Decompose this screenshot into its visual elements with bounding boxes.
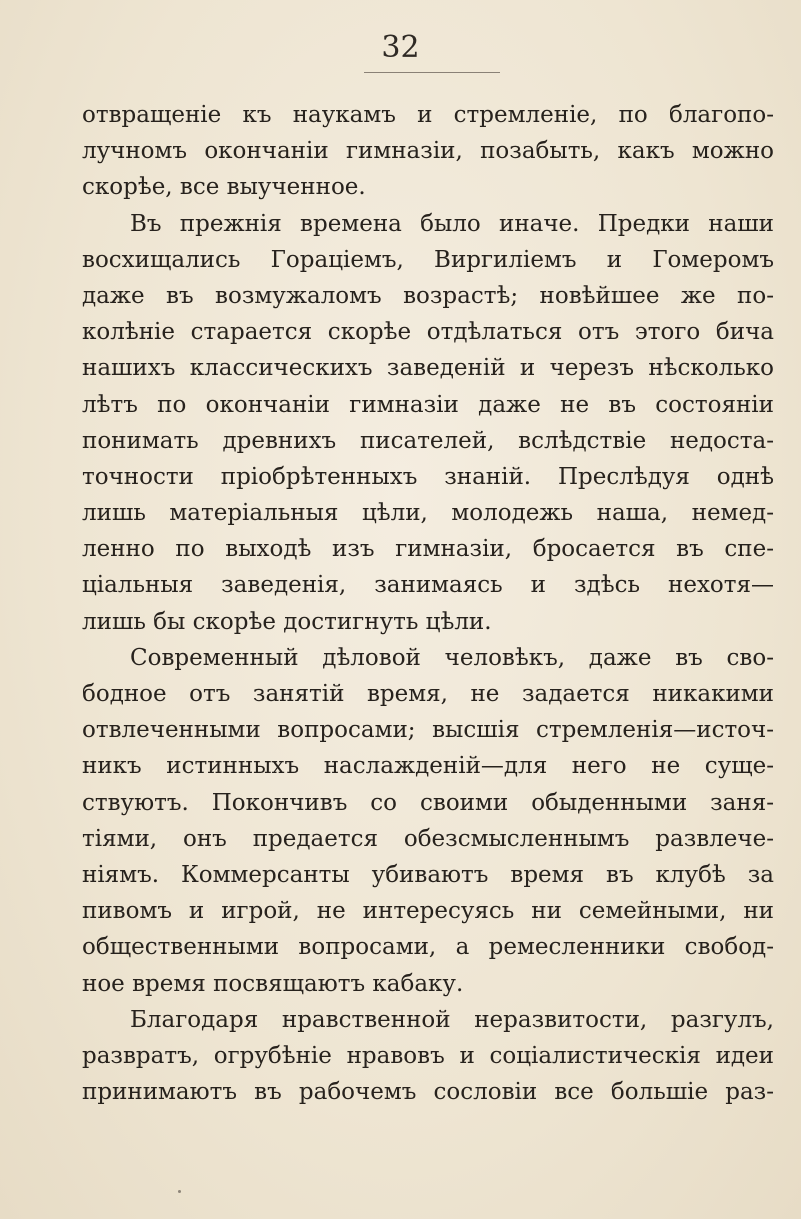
body-text xyxy=(82,97,774,1110)
text-line: лучномъ окончаніи гимназіи, позабыть, какъ можно xyxy=(82,138,774,165)
text-line: отвлеченными вопросами; высшія стремленія—источ- xyxy=(82,717,774,744)
text-line: никъ истинныхъ наслажденій—для него не суще- xyxy=(82,753,774,780)
text-line: колѣніе старается скорѣе отдѣлаться отъ этого бича xyxy=(82,319,774,346)
header-rule xyxy=(364,72,500,73)
text-line: общественными вопросами, а ремесленники свобод- xyxy=(82,934,774,961)
text-line: скорѣе, все выученное. xyxy=(82,174,366,201)
paragraph xyxy=(82,206,774,640)
text-line: даже въ возмужаломъ возрастѣ; новѣйшее же по- xyxy=(82,282,774,309)
text-line: нашихъ классическихъ заведеній и черезъ нѣсколько xyxy=(82,355,774,382)
text-line: бодное отъ занятій время, не задается никакими xyxy=(82,681,774,707)
text-line: Въ прежнія времена было иначе. Предки наши xyxy=(130,210,774,237)
text-line: ное время посвящаютъ кабаку. xyxy=(82,970,464,997)
page-number: 32 xyxy=(381,30,420,65)
text-line: Современный дѣловой человѣкъ, даже въ сво- xyxy=(130,644,774,671)
text-line: ленно по выходѣ изъ гимназіи, бросается въ спе- xyxy=(82,536,774,563)
text-line: лишь матеріальныя цѣли, молодежь наша, немед- xyxy=(82,500,774,527)
text-line: отвращеніе къ наукамъ и стремленіе, по благопо- xyxy=(82,102,774,128)
text-line: Благодаря нравственной неразвитости, разгулъ, xyxy=(130,1006,774,1033)
paragraph xyxy=(82,1002,774,1111)
text-line: лишь бы скорѣе достигнуть цѣли. xyxy=(82,608,492,635)
text-line: пивомъ и игрой, не интересуясь ни семейными, ни xyxy=(82,898,774,925)
text-line: ціальныя заведенія, занимаясь и здѣсь нехотя— xyxy=(82,572,774,599)
text-line: ствуютъ. Покончивъ со своими обыденными заня- xyxy=(82,789,774,816)
paragraph xyxy=(82,97,774,206)
text-line: ніямъ. Коммерсанты убиваютъ время въ клубѣ за xyxy=(82,861,774,888)
text-line: лѣтъ по окончаніи гимназіи даже не въ состояніи xyxy=(82,391,774,418)
text-line: восхищались Гораціемъ, Виргиліемъ и Гомеромъ xyxy=(82,246,774,273)
text-line: понимать древнихъ писателей, вслѣдствіе недоста- xyxy=(82,427,774,454)
text-line: развратъ, огрубѣніе нравовъ и соціалистическія идеи xyxy=(82,1042,774,1069)
text-line: тіями, онъ предается обезсмысленнымъ развлече- xyxy=(82,825,774,852)
paper-speck xyxy=(178,1190,181,1193)
text-line: точности пріобрѣтенныхъ знаній. Преслѣдуя однѣ xyxy=(82,463,774,490)
text-line: принимаютъ въ рабочемъ сословіи все большіе раз- xyxy=(82,1079,774,1106)
paragraph xyxy=(82,640,774,1002)
